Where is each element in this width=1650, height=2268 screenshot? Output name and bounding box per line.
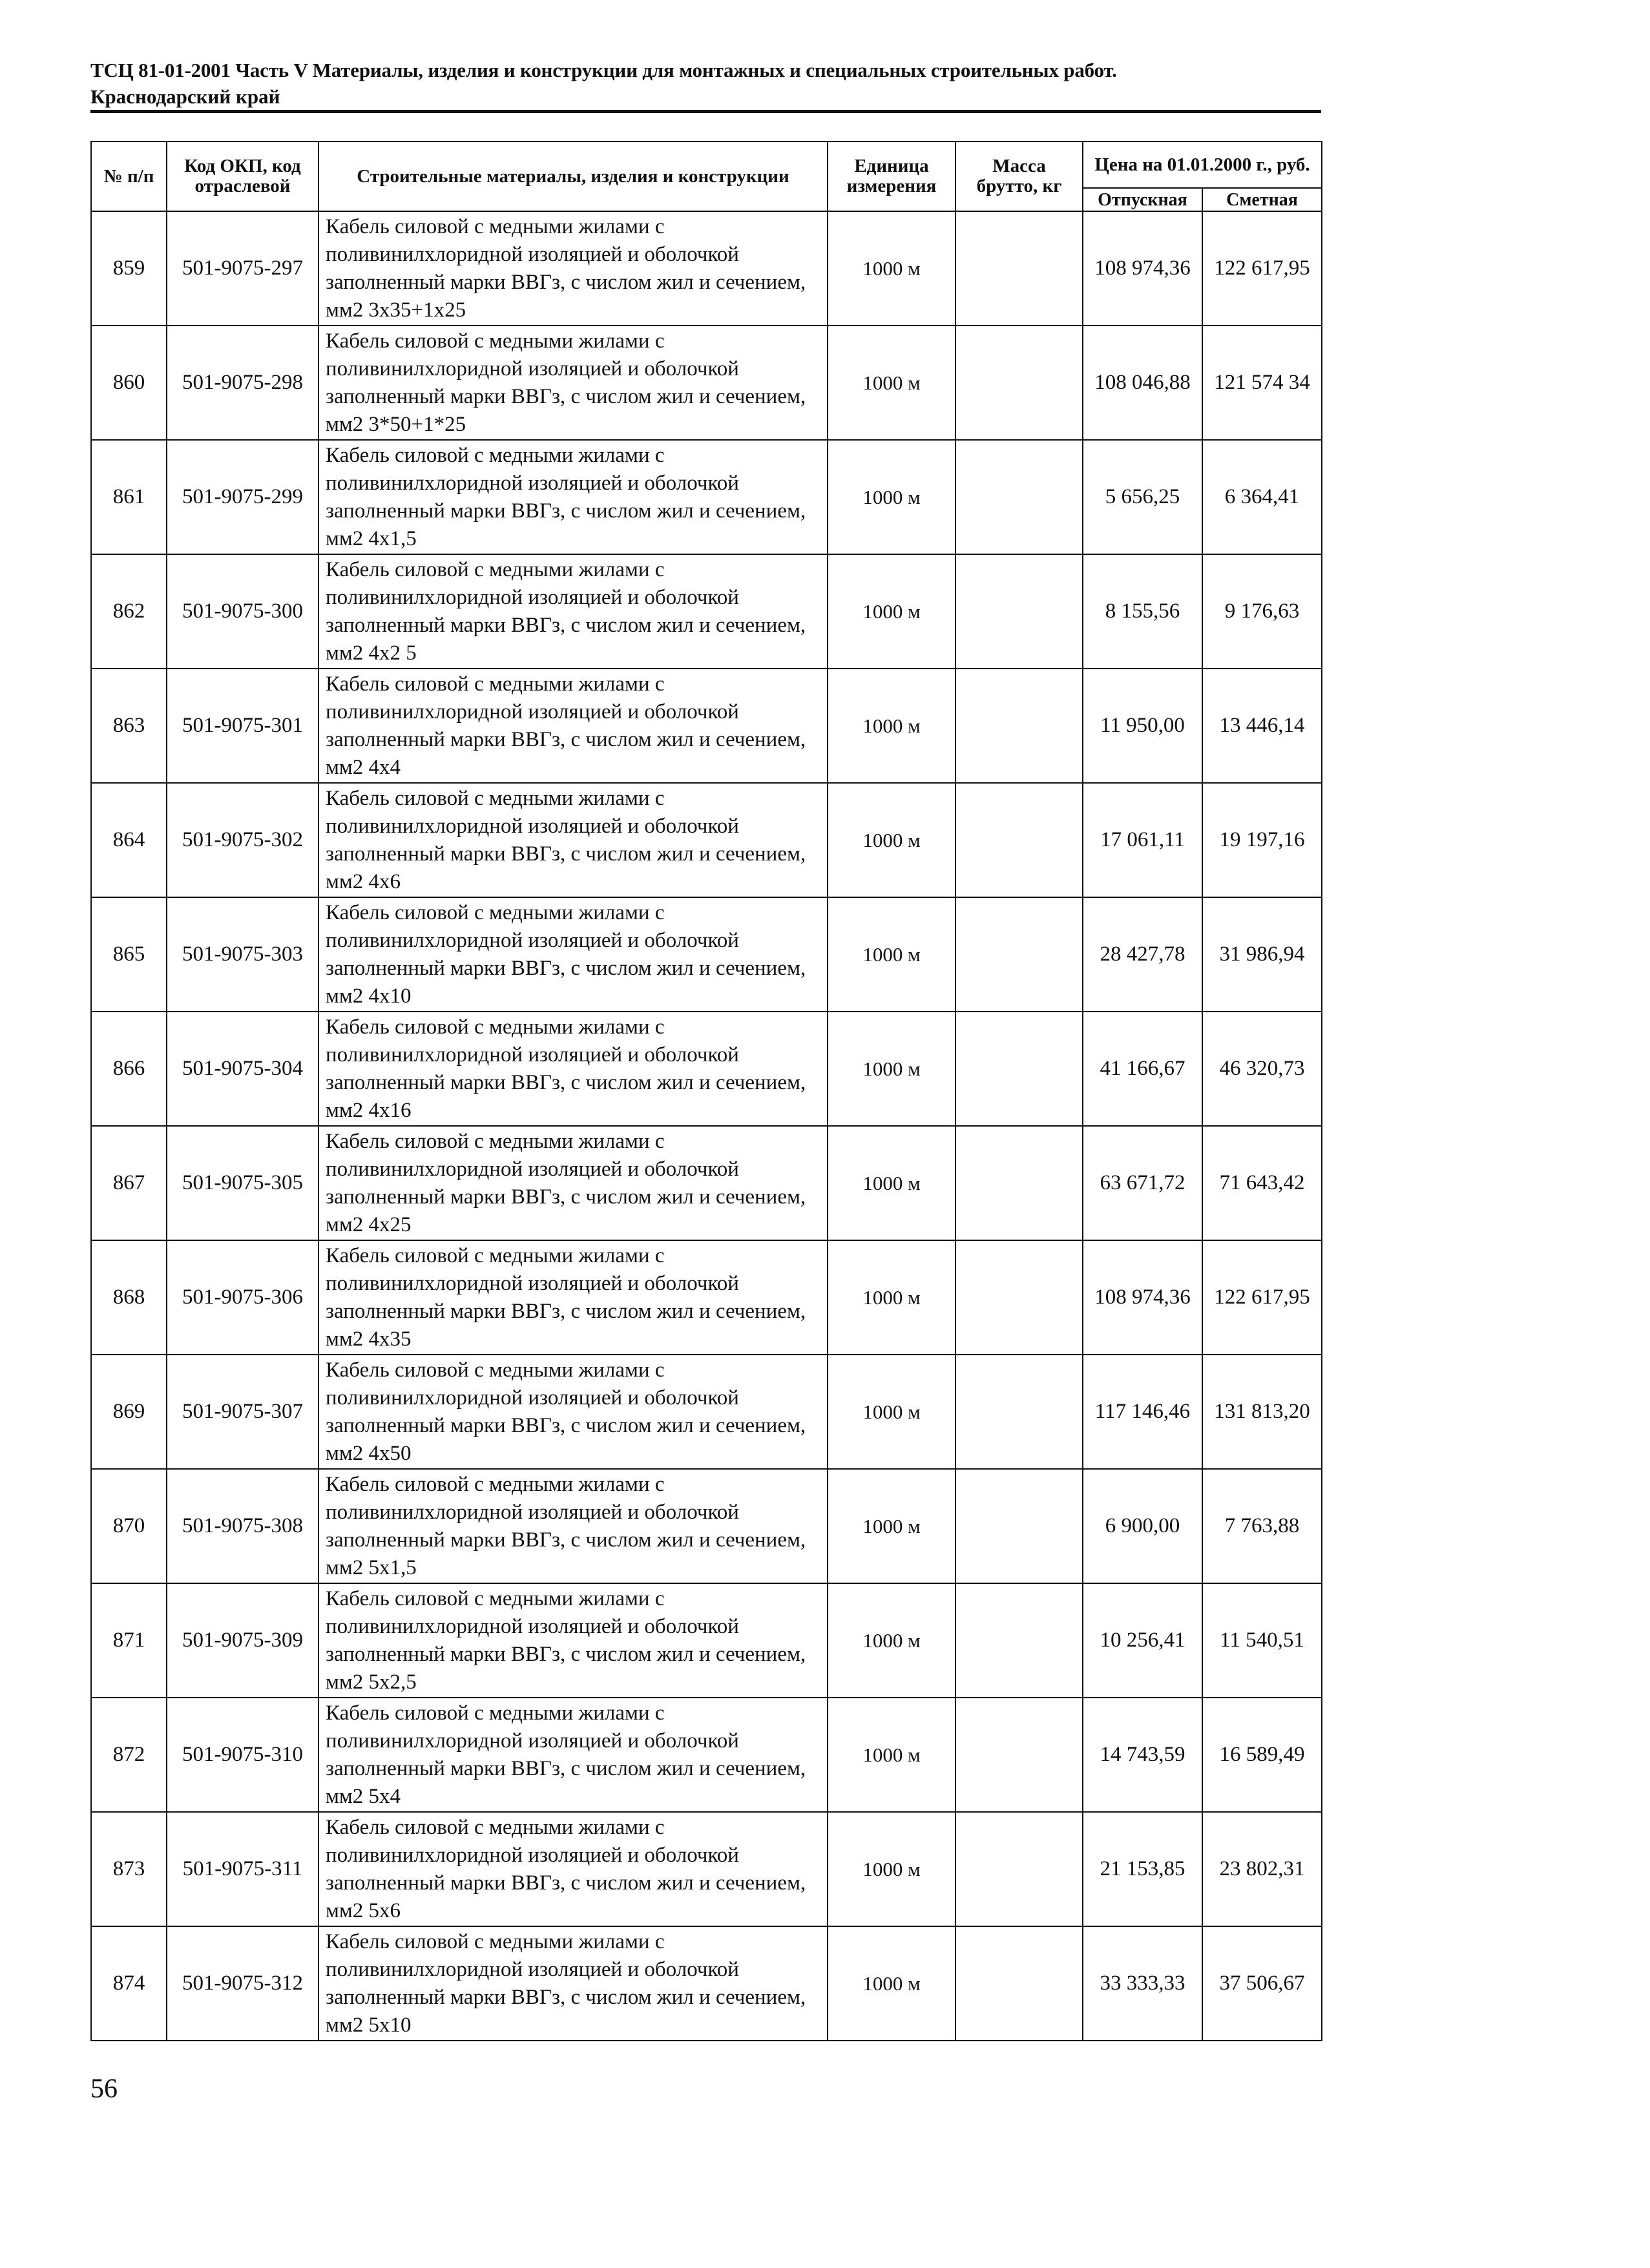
col-code-header: Код ОКП, код отраслевой bbox=[167, 141, 319, 211]
row-number: 866 bbox=[91, 1012, 167, 1126]
row-estimate-price: 11 540,51 bbox=[1202, 1583, 1322, 1698]
row-release-price: 10 256,41 bbox=[1083, 1583, 1202, 1698]
table-body bbox=[91, 211, 1322, 2041]
table-row bbox=[91, 326, 1322, 440]
row-number: 864 bbox=[91, 783, 167, 897]
row-code: 501-9075-307 bbox=[167, 1355, 319, 1469]
table-row bbox=[91, 1126, 1322, 1240]
row-number: 862 bbox=[91, 554, 167, 669]
row-mass bbox=[956, 211, 1083, 326]
row-mass bbox=[956, 1698, 1083, 1812]
page-header bbox=[90, 57, 1321, 110]
row-mass bbox=[956, 326, 1083, 440]
row-release-price: 108 046,88 bbox=[1083, 326, 1202, 440]
row-number: 860 bbox=[91, 326, 167, 440]
table-row bbox=[91, 554, 1322, 669]
row-code: 501-9075-303 bbox=[167, 897, 319, 1012]
row-release-price: 41 166,67 bbox=[1083, 1012, 1202, 1126]
table-row bbox=[91, 440, 1322, 554]
row-estimate-price: 16 589,49 bbox=[1202, 1698, 1322, 1812]
row-estimate-price: 19 197,16 bbox=[1202, 783, 1322, 897]
row-description: Кабель силовой с медными жилами с поливинилхлоридной изоляцией и оболочкой заполненный марки ВВГз, с числом жил и сечением, мм2 5х2,5 bbox=[319, 1583, 828, 1698]
row-release-price: 17 061,11 bbox=[1083, 783, 1202, 897]
row-unit: 1000 м bbox=[828, 1240, 956, 1355]
row-code: 501-9075-310 bbox=[167, 1698, 319, 1812]
row-code: 501-9075-299 bbox=[167, 440, 319, 554]
row-estimate-price: 23 802,31 bbox=[1202, 1812, 1322, 1926]
row-unit: 1000 м bbox=[828, 1812, 956, 1926]
row-number: 871 bbox=[91, 1583, 167, 1698]
row-estimate-price: 71 643,42 bbox=[1202, 1126, 1322, 1240]
row-description: Кабель силовой с медными жилами с поливинилхлоридной изоляцией и оболочкой заполненный марки ВВГз, с числом жил и сечением, мм2 5х6 bbox=[319, 1812, 828, 1926]
table-row bbox=[91, 897, 1322, 1012]
row-number: 859 bbox=[91, 211, 167, 326]
row-estimate-price: 121 574 34 bbox=[1202, 326, 1322, 440]
row-unit: 1000 м bbox=[828, 1012, 956, 1126]
table-row bbox=[91, 1583, 1322, 1698]
row-release-price: 6 900,00 bbox=[1083, 1469, 1202, 1583]
row-release-price: 28 427,78 bbox=[1083, 897, 1202, 1012]
row-description: Кабель силовой с медными жилами с поливинилхлоридной изоляцией и оболочкой заполненный марки ВВГз, с числом жил и сечением, мм2 5х4 bbox=[319, 1698, 828, 1812]
row-estimate-price: 131 813,20 bbox=[1202, 1355, 1322, 1469]
table-row bbox=[91, 669, 1322, 783]
row-mass bbox=[956, 1355, 1083, 1469]
document-title: ТСЦ 81-01-2001 Часть V Материалы, изделия и конструкции для монтажных и специальных строительных работ. bbox=[90, 59, 1117, 81]
row-unit: 1000 м bbox=[828, 1698, 956, 1812]
row-mass bbox=[956, 1126, 1083, 1240]
row-description: Кабель силовой с медными жилами с поливинилхлоридной изоляцией и оболочкой заполненный марки ВВГз, с числом жил и сечением, мм2 4х1,5 bbox=[319, 440, 828, 554]
row-description: Кабель силовой с медными жилами с поливинилхлоридной изоляцией и оболочкой заполненный марки ВВГз, с числом жил и сечением, мм2 3х35+1х25 bbox=[319, 211, 828, 326]
table-row bbox=[91, 1355, 1322, 1469]
row-description: Кабель силовой с медными жилами с поливинилхлоридной изоляцией и оболочкой заполненный марки ВВГз, с числом жил и сечением, мм2 4х25 bbox=[319, 1126, 828, 1240]
col-name-header: Строительные материалы, изделия и конструкции bbox=[319, 141, 828, 211]
row-unit: 1000 м bbox=[828, 669, 956, 783]
row-number: 863 bbox=[91, 669, 167, 783]
col-release-header: Отпускная bbox=[1083, 188, 1202, 211]
price-table bbox=[90, 141, 1322, 2041]
row-mass bbox=[956, 669, 1083, 783]
row-estimate-price: 9 176,63 bbox=[1202, 554, 1322, 669]
row-number: 865 bbox=[91, 897, 167, 1012]
row-description: Кабель силовой с медными жилами с поливинилхлоридной изоляцией и оболочкой заполненный марки ВВГз, с числом жил и сечением, мм2 4х6 bbox=[319, 783, 828, 897]
row-description: Кабель силовой с медными жилами с поливинилхлоридной изоляцией и оболочкой заполненный марки ВВГз, с числом жил и сечением, мм2 4х4 bbox=[319, 669, 828, 783]
row-number: 861 bbox=[91, 440, 167, 554]
col-mass-header: Масса брутто, кг bbox=[956, 141, 1083, 211]
row-unit: 1000 м bbox=[828, 1926, 956, 2041]
row-number: 869 bbox=[91, 1355, 167, 1469]
row-description: Кабель силовой с медными жилами с поливинилхлоридной изоляцией и оболочкой заполненный марки ВВГз, с числом жил и сечением, мм2 4х16 bbox=[319, 1012, 828, 1126]
page-number: 56 bbox=[90, 2074, 118, 2104]
row-mass bbox=[956, 554, 1083, 669]
row-number: 867 bbox=[91, 1126, 167, 1240]
table-row bbox=[91, 1012, 1322, 1126]
col-unit-header: Единица измерения bbox=[828, 141, 956, 211]
row-mass bbox=[956, 1583, 1083, 1698]
row-release-price: 21 153,85 bbox=[1083, 1812, 1202, 1926]
row-release-price: 108 974,36 bbox=[1083, 211, 1202, 326]
row-code: 501-9075-312 bbox=[167, 1926, 319, 2041]
row-release-price: 117 146,46 bbox=[1083, 1355, 1202, 1469]
col-estimate-header: Сметная bbox=[1202, 188, 1322, 211]
table-row bbox=[91, 1698, 1322, 1812]
row-code: 501-9075-309 bbox=[167, 1583, 319, 1698]
row-mass bbox=[956, 1240, 1083, 1355]
row-release-price: 5 656,25 bbox=[1083, 440, 1202, 554]
row-mass bbox=[956, 440, 1083, 554]
header-rule bbox=[90, 110, 1321, 113]
row-mass bbox=[956, 1012, 1083, 1126]
row-estimate-price: 46 320,73 bbox=[1202, 1012, 1322, 1126]
row-description: Кабель силовой с медными жилами с поливинилхлоридной изоляцией и оболочкой заполненный марки ВВГз, с числом жил и сечением, мм2 4х10 bbox=[319, 897, 828, 1012]
row-number: 870 bbox=[91, 1469, 167, 1583]
document-region: Краснодарский край bbox=[90, 85, 280, 108]
row-unit: 1000 м bbox=[828, 1355, 956, 1469]
row-code: 501-9075-297 bbox=[167, 211, 319, 326]
row-code: 501-9075-301 bbox=[167, 669, 319, 783]
row-mass bbox=[956, 1469, 1083, 1583]
row-mass bbox=[956, 783, 1083, 897]
table-row bbox=[91, 783, 1322, 897]
row-unit: 1000 м bbox=[828, 1469, 956, 1583]
row-number: 872 bbox=[91, 1698, 167, 1812]
row-description: Кабель силовой с медными жилами с поливинилхлоридной изоляцией и оболочкой заполненный марки ВВГз, с числом жил и сечением, мм2 4х50 bbox=[319, 1355, 828, 1469]
row-release-price: 11 950,00 bbox=[1083, 669, 1202, 783]
row-code: 501-9075-305 bbox=[167, 1126, 319, 1240]
row-unit: 1000 м bbox=[828, 1126, 956, 1240]
table-row bbox=[91, 1812, 1322, 1926]
row-unit: 1000 м bbox=[828, 211, 956, 326]
row-code: 501-9075-311 bbox=[167, 1812, 319, 1926]
row-number: 873 bbox=[91, 1812, 167, 1926]
row-estimate-price: 31 986,94 bbox=[1202, 897, 1322, 1012]
row-number: 874 bbox=[91, 1926, 167, 2041]
row-mass bbox=[956, 1926, 1083, 2041]
row-estimate-price: 13 446,14 bbox=[1202, 669, 1322, 783]
row-code: 501-9075-308 bbox=[167, 1469, 319, 1583]
table-row bbox=[91, 1240, 1322, 1355]
row-estimate-price: 122 617,95 bbox=[1202, 211, 1322, 326]
row-release-price: 14 743,59 bbox=[1083, 1698, 1202, 1812]
row-description: Кабель силовой с медными жилами с поливинилхлоридной изоляцией и оболочкой заполненный марки ВВГз, с числом жил и сечением, мм2 5х10 bbox=[319, 1926, 828, 2041]
col-price-header: Цена на 01.01.2000 г., руб. bbox=[1083, 141, 1322, 188]
row-release-price: 108 974,36 bbox=[1083, 1240, 1202, 1355]
row-unit: 1000 м bbox=[828, 897, 956, 1012]
row-release-price: 8 155,56 bbox=[1083, 554, 1202, 669]
row-estimate-price: 6 364,41 bbox=[1202, 440, 1322, 554]
row-code: 501-9075-298 bbox=[167, 326, 319, 440]
row-release-price: 33 333,33 bbox=[1083, 1926, 1202, 2041]
row-unit: 1000 м bbox=[828, 440, 956, 554]
row-estimate-price: 7 763,88 bbox=[1202, 1469, 1322, 1583]
table-row bbox=[91, 1926, 1322, 2041]
col-num-header: № п/п bbox=[91, 141, 167, 211]
row-code: 501-9075-304 bbox=[167, 1012, 319, 1126]
row-unit: 1000 м bbox=[828, 554, 956, 669]
row-code: 501-9075-300 bbox=[167, 554, 319, 669]
row-mass bbox=[956, 897, 1083, 1012]
row-number: 868 bbox=[91, 1240, 167, 1355]
row-estimate-price: 122 617,95 bbox=[1202, 1240, 1322, 1355]
row-mass bbox=[956, 1812, 1083, 1926]
row-description: Кабель силовой с медными жилами с поливинилхлоридной изоляцией и оболочкой заполненный марки ВВГз, с числом жил и сечением, мм2 5х1,5 bbox=[319, 1469, 828, 1583]
row-description: Кабель силовой с медными жилами с поливинилхлоридной изоляцией и оболочкой заполненный марки ВВГз, с числом жил и сечением, мм2 4х2 5 bbox=[319, 554, 828, 669]
row-code: 501-9075-302 bbox=[167, 783, 319, 897]
row-unit: 1000 м bbox=[828, 1583, 956, 1698]
row-release-price: 63 671,72 bbox=[1083, 1126, 1202, 1240]
row-unit: 1000 м bbox=[828, 326, 956, 440]
table-row bbox=[91, 1469, 1322, 1583]
table-row bbox=[91, 211, 1322, 326]
row-unit: 1000 м bbox=[828, 783, 956, 897]
row-description: Кабель силовой с медными жилами с поливинилхлоридной изоляцией и оболочкой заполненный марки ВВГз, с числом жил и сечением, мм2 3*50+1*25 bbox=[319, 326, 828, 440]
row-code: 501-9075-306 bbox=[167, 1240, 319, 1355]
row-estimate-price: 37 506,67 bbox=[1202, 1926, 1322, 2041]
row-description: Кабель силовой с медными жилами с поливинилхлоридной изоляцией и оболочкой заполненный марки ВВГз, с числом жил и сечением, мм2 4х35 bbox=[319, 1240, 828, 1355]
